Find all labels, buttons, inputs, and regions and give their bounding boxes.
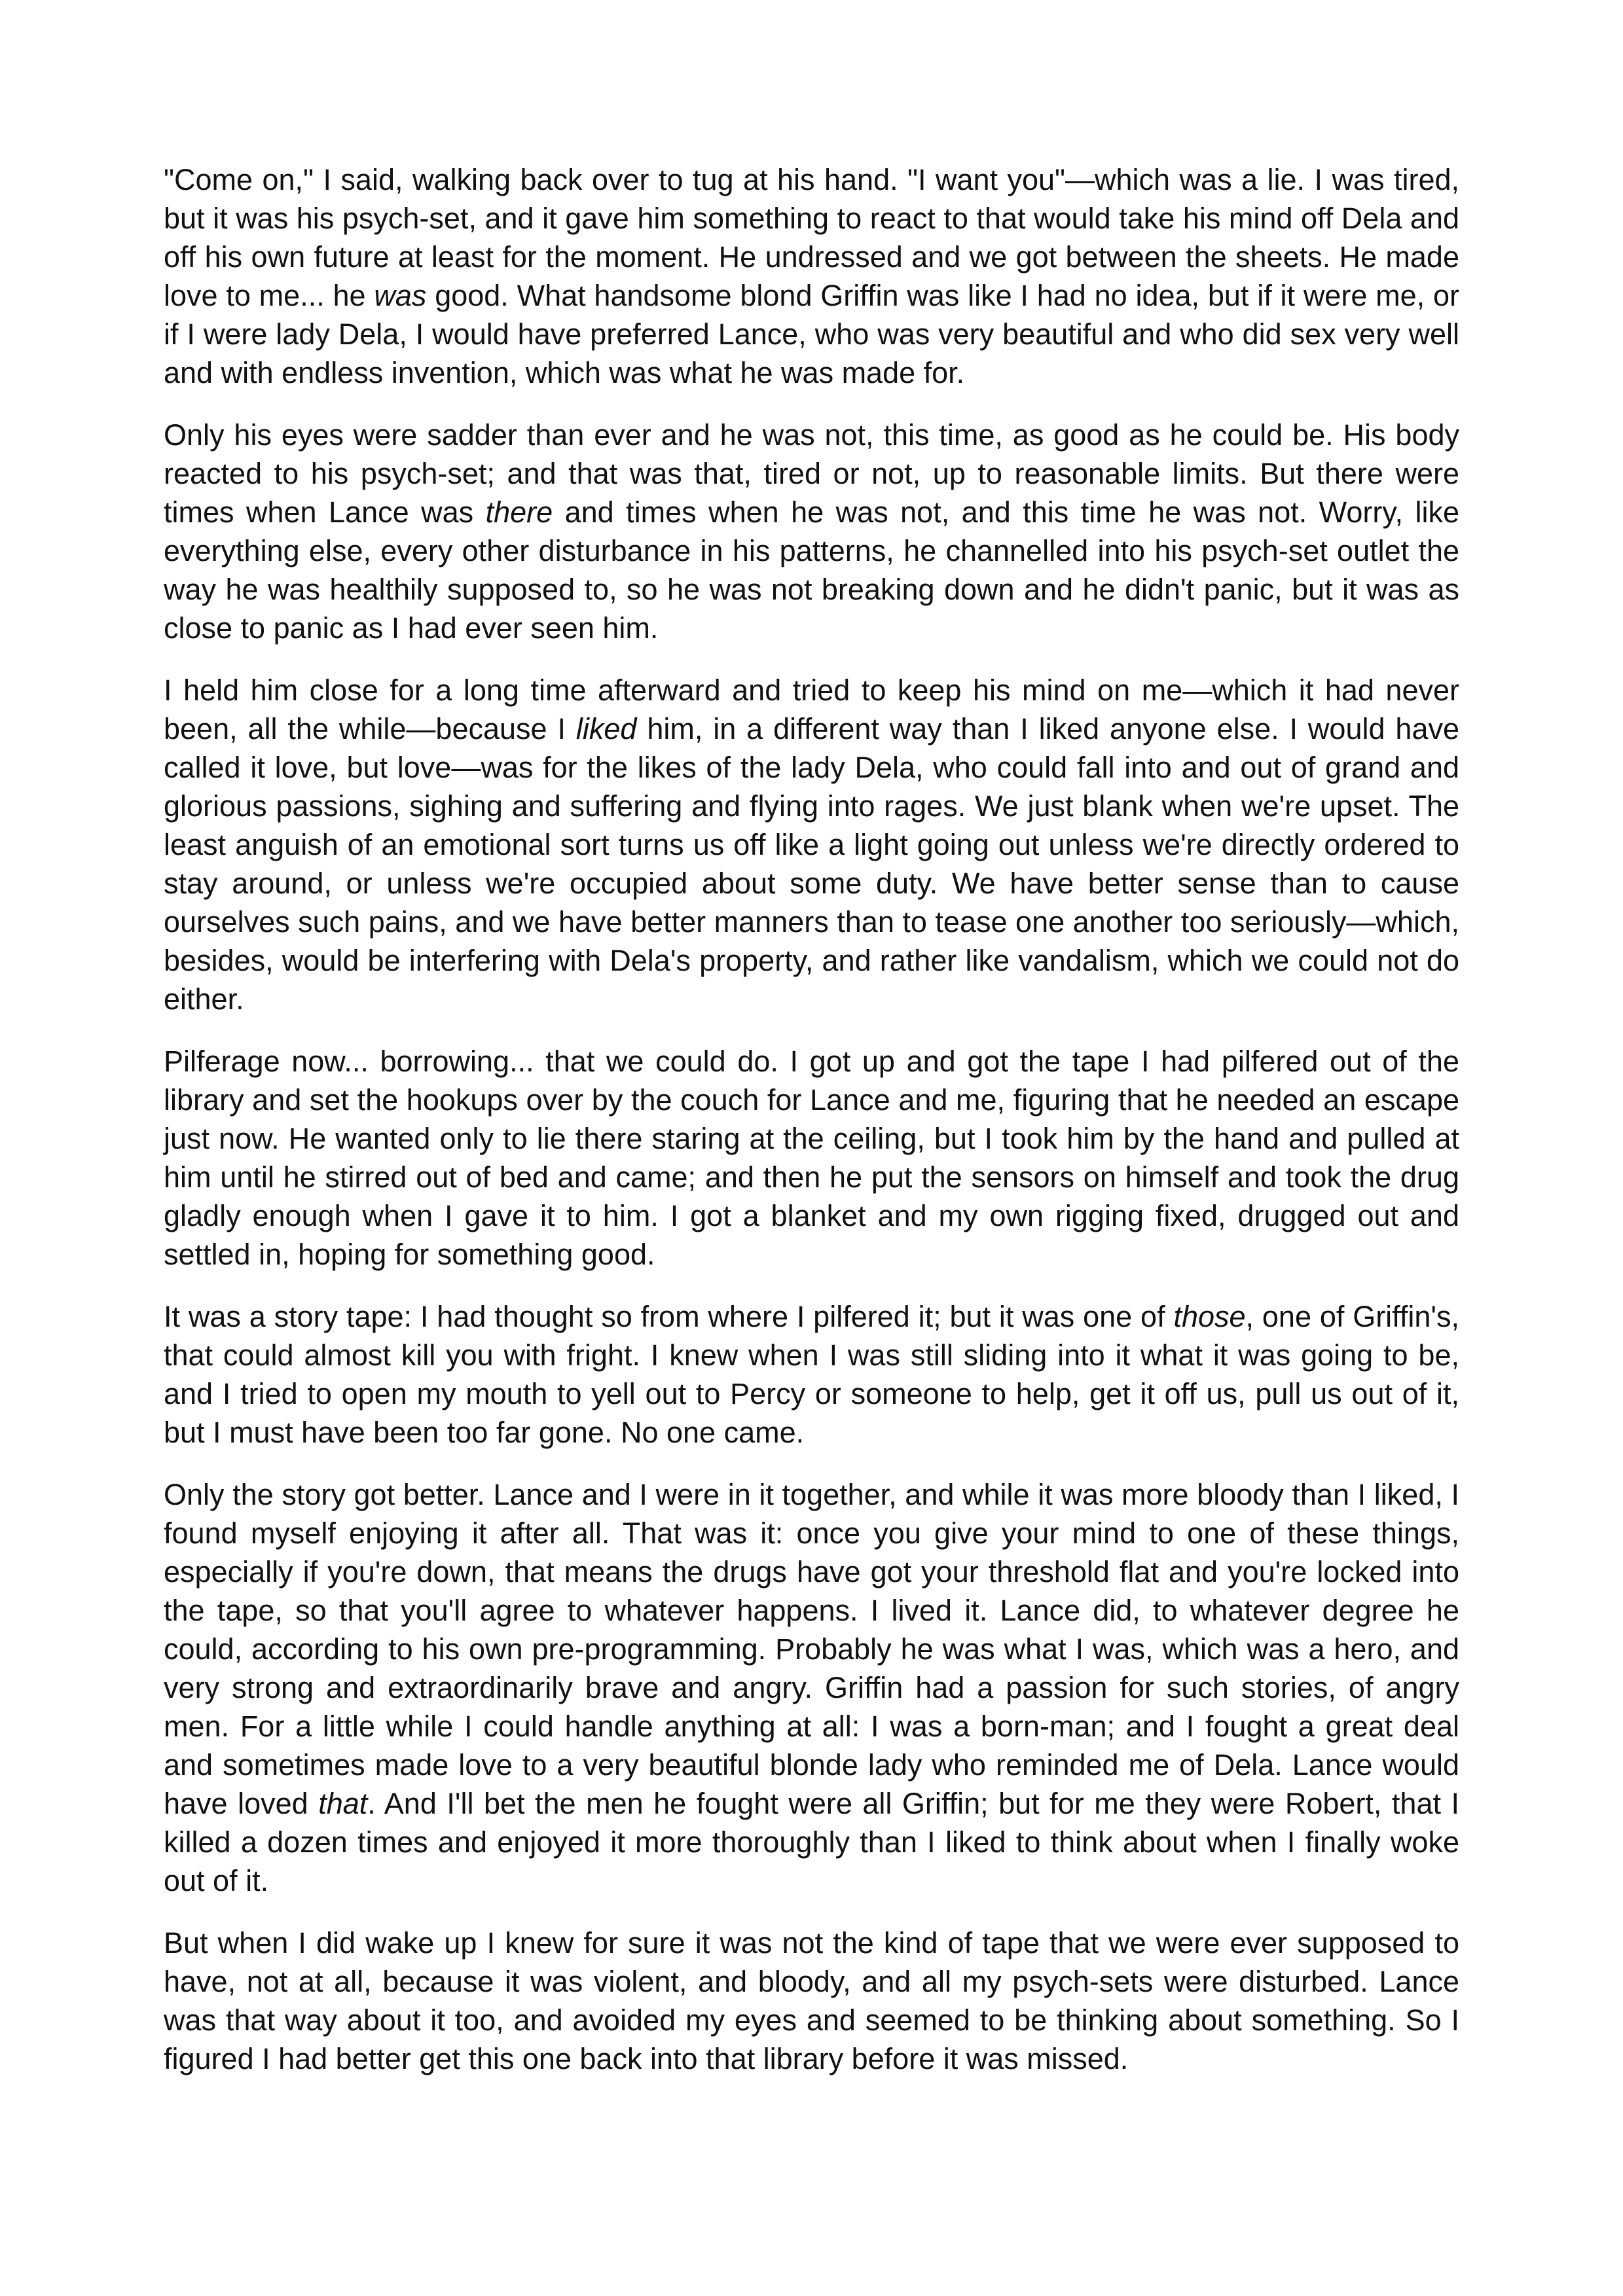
paragraph-3 xyxy=(164,671,1459,1018)
paragraph-text: him, in a different way than I liked anyone else. I would have called it love, but love—was for the likes of the lady Dela, who could fall into and out of grand and glorious passions, sighing and suffering and flying into rages. We just blank when we're upset. The least anguish of an emotional sort turns us off like a light going out unless we're directly ordered to stay around, or unless we're occupied about some duty. We have better sense than to cause ourselves such pains, and we have better manners than to tease one another too seriously—which, besides, would be interfering with Dela's property, and rather like vandalism, which we could not do either. xyxy=(164,712,1459,1016)
emphasis-word: liked xyxy=(575,712,637,745)
paragraph-text: But when I did wake up I knew for sure it was not the kind of tape that we were ever supposed to have, not at all, because it was violent, and bloody, and all my psych-sets were disturbed. Lance was that way about it too, and avoided my eyes and seemed to be thinking about something. So I figured I had better get this one back into that library before it was missed. xyxy=(164,1926,1459,2075)
paragraph-text: It was a story tape: I had thought so from where I pilfered it; but it was one of xyxy=(164,1300,1174,1333)
paragraph-text: Pilferage now... borrowing... that we could do. I got up and got the tape I had pilfered out of the library and set the hookups over by the couch for Lance and me, figuring that he needed an escape just now. He wanted only to lie there staring at the ceiling, but I took him by the hand and pulled at him until he stirred out of bed and came; and then he put the sensors on himself and took the drug gladly enough when I gave it to him. I got a blanket and my own rigging fixed, drugged out and settled in, hoping for something good. xyxy=(164,1045,1459,1271)
paragraph-text: "Come on," I said, walking back over to tug at his hand. "I want you"—which was a lie. I was tired, but it was his psych-set, and it gave him something to react to that would take his mind off Dela and off his own future at least for the moment. He undressed and we got between the sheets. He made love to me... he xyxy=(164,163,1459,312)
paragraph-7 xyxy=(164,1924,1459,2078)
paragraph-4 xyxy=(164,1042,1459,1274)
paragraph-text: . And I'll bet the men he fought were all Griffin; but for me they were Robert, that I killed a dozen times and enjoyed it more thoroughly than I liked to think about when I finally woke out of it. xyxy=(164,1787,1459,1897)
paragraph-text: good. What handsome blond Griffin was like I had no idea, but if it were me, or if I were lady Dela, I would have preferred Lance, who was very beautiful and who did sex very well and with endless invention, which was what he was made for. xyxy=(164,279,1459,389)
emphasis-word: those xyxy=(1173,1300,1246,1333)
paragraph-2 xyxy=(164,416,1459,647)
paragraph-text: Only his eyes were sadder than ever and he was not, this time, as good as he could be. His body reacted to his psych-set; and that was that, tired or not, up to reasonable limits. But there were times when Lance was xyxy=(164,418,1459,529)
paragraph-5 xyxy=(164,1297,1459,1452)
paragraph-text: and times when he was not, and this time he was not. Worry, like everything else, every other disturbance in his patterns, he channelled into his psych-set outlet the way he was healthily supposed to, so he was not breaking down and he didn't panic, but it was as close to panic as I had ever seen him. xyxy=(164,495,1459,645)
paragraph-1 xyxy=(164,160,1459,392)
emphasis-word: that xyxy=(318,1787,368,1820)
paragraph-6 xyxy=(164,1475,1459,1900)
body-text xyxy=(164,160,1459,2102)
paragraph-text: I held him close for a long time afterward and tried to keep his mind on me—which it had never been, all the while—because I xyxy=(164,673,1459,745)
emphasis-word: was xyxy=(374,279,427,312)
paragraph-text: , one of Griffin's, that could almost kill you with fright. I knew when I was still sliding into it what it was going to be, and I tried to open my mouth to yell out to Percy or someone to help, get it off us, pull us out of it, but I must have been too far gone. No one came. xyxy=(164,1300,1459,1449)
emphasis-word: there xyxy=(485,495,553,529)
paragraph-text: Only the story got better. Lance and I were in it together, and while it was more bloody than I liked, I found myself enjoying it after all. That was it: once you give your mind to one of these things, especially if you're down, that means the drugs have got your threshold flat and you're locked into the tape, so that you'll agree to whatever happens. I lived it. Lance did, to whatever degree he could, according to his own pre-programming. Probably he was what I was, which was a hero, and very strong and extraordinarily brave and angry. Griffin had a passion for such stories, of angry men. For a little while I could handle anything at all: I was a born-man; and I fought a great deal and sometimes made love to a very beautiful blonde lady who reminded me of Dela. Lance would have loved xyxy=(164,1478,1459,1820)
